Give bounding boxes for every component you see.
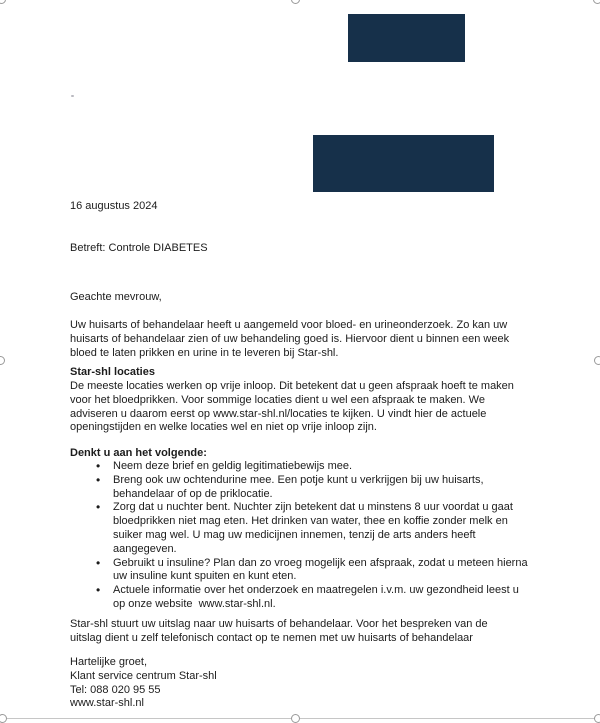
locations-heading: Star-shl locaties (70, 366, 155, 378)
checklist-item (70, 584, 528, 612)
checklist-line: • Breng ook uw ochtendurine mee. Een potje kunt u verkrijgen bij uw huisarts, (113, 473, 484, 486)
checklist-item (70, 501, 528, 556)
checklist-line: • Actuele informatie over het onderzoek en maatregelen i.v.m. uw gezondheid leest u (113, 584, 519, 597)
signature-block (70, 656, 217, 711)
locations-line: voor het bloedprikken. Voor sommige locaties dient u wel een afspraak te maken. We (70, 393, 485, 406)
stray-scan-mark (71, 95, 74, 97)
locations-line: De meeste locaties werken op vrije inloop. Dit betekent dat u geen afspraak hoeft te maken (70, 380, 514, 392)
checklist-item (70, 557, 528, 585)
checklist-line: op onze website www.star-shl.nl. (113, 597, 276, 610)
results-line: Star-shl stuurt uw uitslag naar uw huisarts of behandelaar. Voor het bespreken van de (70, 618, 488, 630)
checklist-line: uw insuline kunt spuiten en kunt eten. (113, 570, 297, 583)
checklist-heading: Denkt u aan het volgende: (70, 447, 207, 459)
checklist-line: • Zorg dat u nuchter bent. Nuchter zijn betekent dat u minstens 8 uur voordat u gaat (113, 501, 513, 514)
checklist-item (70, 460, 528, 474)
redacted-logo-block (348, 14, 465, 62)
intro-line: Uw huisarts of behandelaar heeft u aangemeld voor bloed- en urineonderzoek. Zo kan uw (70, 319, 508, 331)
date-line (70, 200, 157, 214)
selection-handle-mid-right[interactable] (594, 356, 600, 365)
selection-border-bottom (0, 718, 600, 719)
checklist (70, 460, 528, 612)
letter-date: 16 augustus 2024 (70, 200, 158, 212)
checklist-item (70, 474, 528, 502)
checklist-line: • Gebruikt u insuline? Plan dan zo vroeg mogelijk een afspraak, zodat u meteen hierna (113, 556, 528, 569)
intro-line: huisarts of behandelaar zien of uw behandeling goed is. Hiervoor dient u binnen een week (70, 332, 510, 345)
subject-line (70, 242, 208, 256)
closing-phone: Tel: 088 020 95 55 (70, 683, 161, 696)
closing-sender: Klant service centrum Star-shl (70, 669, 217, 682)
redacted-address-block (313, 135, 494, 192)
closing-website: www.star-shl.nl (70, 697, 144, 710)
letter-salutation: Geachte mevrouw, (70, 291, 162, 303)
checklist-line: • Neem deze brief en geldig legitimatiebewijs mee. (113, 460, 353, 472)
checklist-line: suiker mag wel. U mag uw medicijnen innemen, tenzij de arts anders heeft (113, 528, 476, 541)
checklist-line: bloedprikken niet mag eten. Het drinken van water, thee en koffie zonder melk en (113, 515, 508, 528)
locations-paragraph (70, 380, 514, 435)
selection-handle-top-right[interactable] (593, 0, 600, 4)
intro-line: bloed te laten prikken en urine in te leveren bij Star-shl. (70, 346, 339, 359)
closing-greeting: Hartelijke groet, (70, 656, 148, 668)
selection-handle-top-left[interactable] (0, 0, 6, 4)
selection-handle-top-center[interactable] (291, 0, 300, 4)
results-line: uitslag dient u zelf telefonisch contact op te nemen met uw huisarts of behandelaar (70, 631, 473, 644)
locations-line: adviseren u daarom eerst op www.star-shl.nl/locaties te kijken. U vindt hier de actuele (70, 407, 487, 420)
selection-handle-mid-left[interactable] (0, 356, 5, 365)
intro-paragraph (70, 319, 509, 360)
checklist-line: aangegeven. (113, 542, 177, 555)
salutation-line (70, 291, 162, 305)
results-paragraph (70, 618, 488, 646)
letter-subject: Betreft: Controle DIABETES (70, 242, 208, 254)
locations-line: openingstijden en welke locaties wel en niet op vrije inloop zijn. (70, 421, 377, 434)
checklist-line: behandelaar of op de priklocatie. (113, 487, 273, 500)
